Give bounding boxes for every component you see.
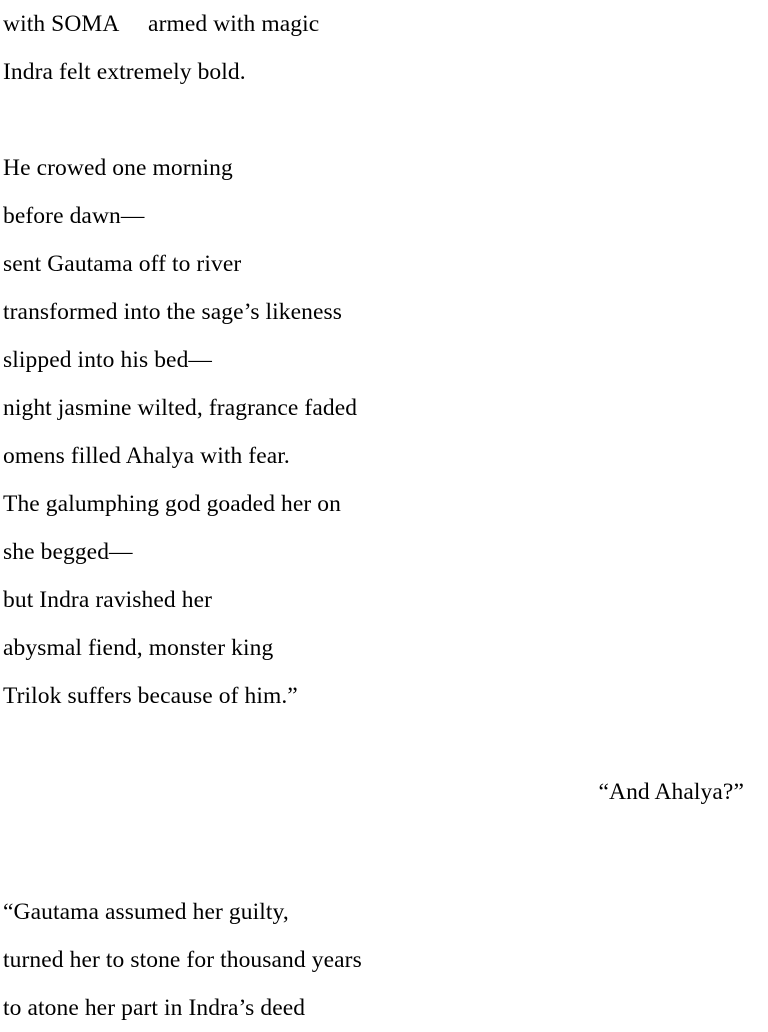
poem-line: The galumphing god goaded her on <box>3 491 341 517</box>
poem-line: but Indra ravished her <box>3 587 213 613</box>
poem-line: night jasmine wilted, fragrance faded <box>3 395 358 421</box>
poem-line: transformed into the sage’s likeness <box>3 299 343 325</box>
poem-line: to atone her part in Indra’s deed <box>3 995 306 1021</box>
poem-line: with SOMA armed with magic <box>3 11 320 37</box>
poem-line: He crowed one morning <box>3 155 233 181</box>
poem-line-blank <box>0 96 768 144</box>
poem-line: Indra felt extremely bold. <box>3 59 246 85</box>
poem-line: slipped into his bed— <box>3 347 213 373</box>
poem-line-dialogue: “And Ahalya?” <box>598 779 744 805</box>
poem-line-blank <box>0 864 768 888</box>
poem-line: sent Gautama off to river <box>3 251 242 277</box>
poem-line: “Gautama assumed her guilty, <box>3 899 289 925</box>
poem-line: omens filled Ahalya with fear. <box>3 443 290 469</box>
poem-line: she begged— <box>3 539 133 565</box>
poem-line-blank <box>0 816 768 864</box>
poem-line: Trilok suffers because of him.” <box>3 683 298 709</box>
poem-line: abysmal fiend, monster king <box>3 635 274 661</box>
poem-line: turned her to stone for thousand years <box>3 947 362 973</box>
poem-line: before dawn— <box>3 203 145 229</box>
poem-line-blank <box>0 720 768 768</box>
